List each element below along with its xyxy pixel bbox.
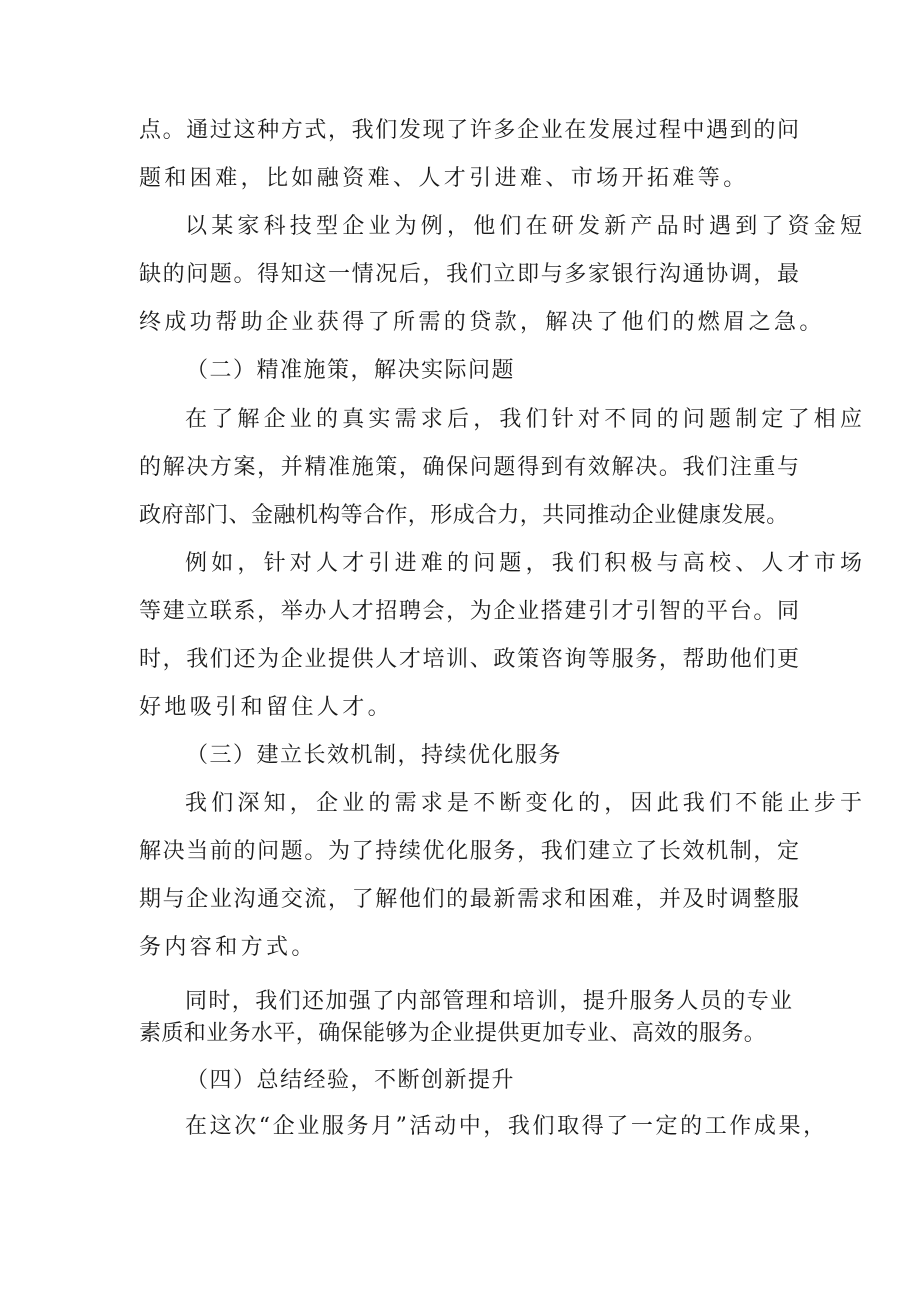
section-heading: （二）精准施策，解决实际问题 <box>186 358 516 383</box>
section-heading: （三）建立长效机制，持续优化服务 <box>186 743 563 768</box>
paragraph-line: 素质和业务水平，确保能够为企业提供更加专业、高效的服务。 <box>139 1021 767 1046</box>
paragraph-line: 务内容和方式。 <box>139 935 317 960</box>
paragraph-line: 同时，我们还加强了内部管理和培训，提升服务人员的专业 <box>185 989 794 1014</box>
paragraph-line: 我们深知，企业的需求是不断变化的，因此我们不能止步于 <box>185 791 867 816</box>
paragraph-line: 等建立联系，举办人才招聘会，为企业搭建引才引智的平台。同 <box>139 599 799 624</box>
paragraph-line: 终成功帮助企业获得了所需的贷款，解决了他们的燃眉之急。 <box>139 310 825 335</box>
paragraph-line: 在这次“企业服务月”活动中，我们取得了一定的工作成果， <box>185 1114 828 1139</box>
paragraph-line: 例如，针对人才引进难的问题，我们积极与高校、人才市场 <box>185 551 867 576</box>
paragraph-line: 时，我们还为企业提供人才培训、政策咨询等服务，帮助他们更 <box>139 647 799 672</box>
paragraph-line: 好地吸引和留住人才。 <box>139 695 394 720</box>
paragraph-line: 政府部门、金融机构等合作，形成合力，共同推动企业健康发展。 <box>139 503 789 528</box>
paragraph-line: 期与企业沟通交流，了解他们的最新需求和困难，并及时调整服 <box>139 887 799 912</box>
paragraph-line: 解决当前的问题。为了持续优化服务，我们建立了长效机制，定 <box>139 839 799 864</box>
paragraph-line: 的解决方案，并精准施策，确保问题得到有效解决。我们注重与 <box>139 455 799 480</box>
paragraph-line: 题和困难，比如融资难、人才引进难、市场开拓难等。 <box>139 166 749 191</box>
paragraph-line: 以某家科技型企业为例，他们在研发新产品时遇到了资金短 <box>185 214 867 239</box>
paragraph-line: 缺的问题。得知这一情况后，我们立即与多家银行沟通协调，最 <box>139 262 799 287</box>
section-heading: （四）总结经验，不断创新提升 <box>186 1068 516 1093</box>
paragraph-line: 在了解企业的真实需求后，我们针对不同的问题制定了相应 <box>185 407 867 432</box>
paragraph-line: 点。通过这种方式，我们发现了许多企业在发展过程中遇到的问 <box>139 118 799 143</box>
